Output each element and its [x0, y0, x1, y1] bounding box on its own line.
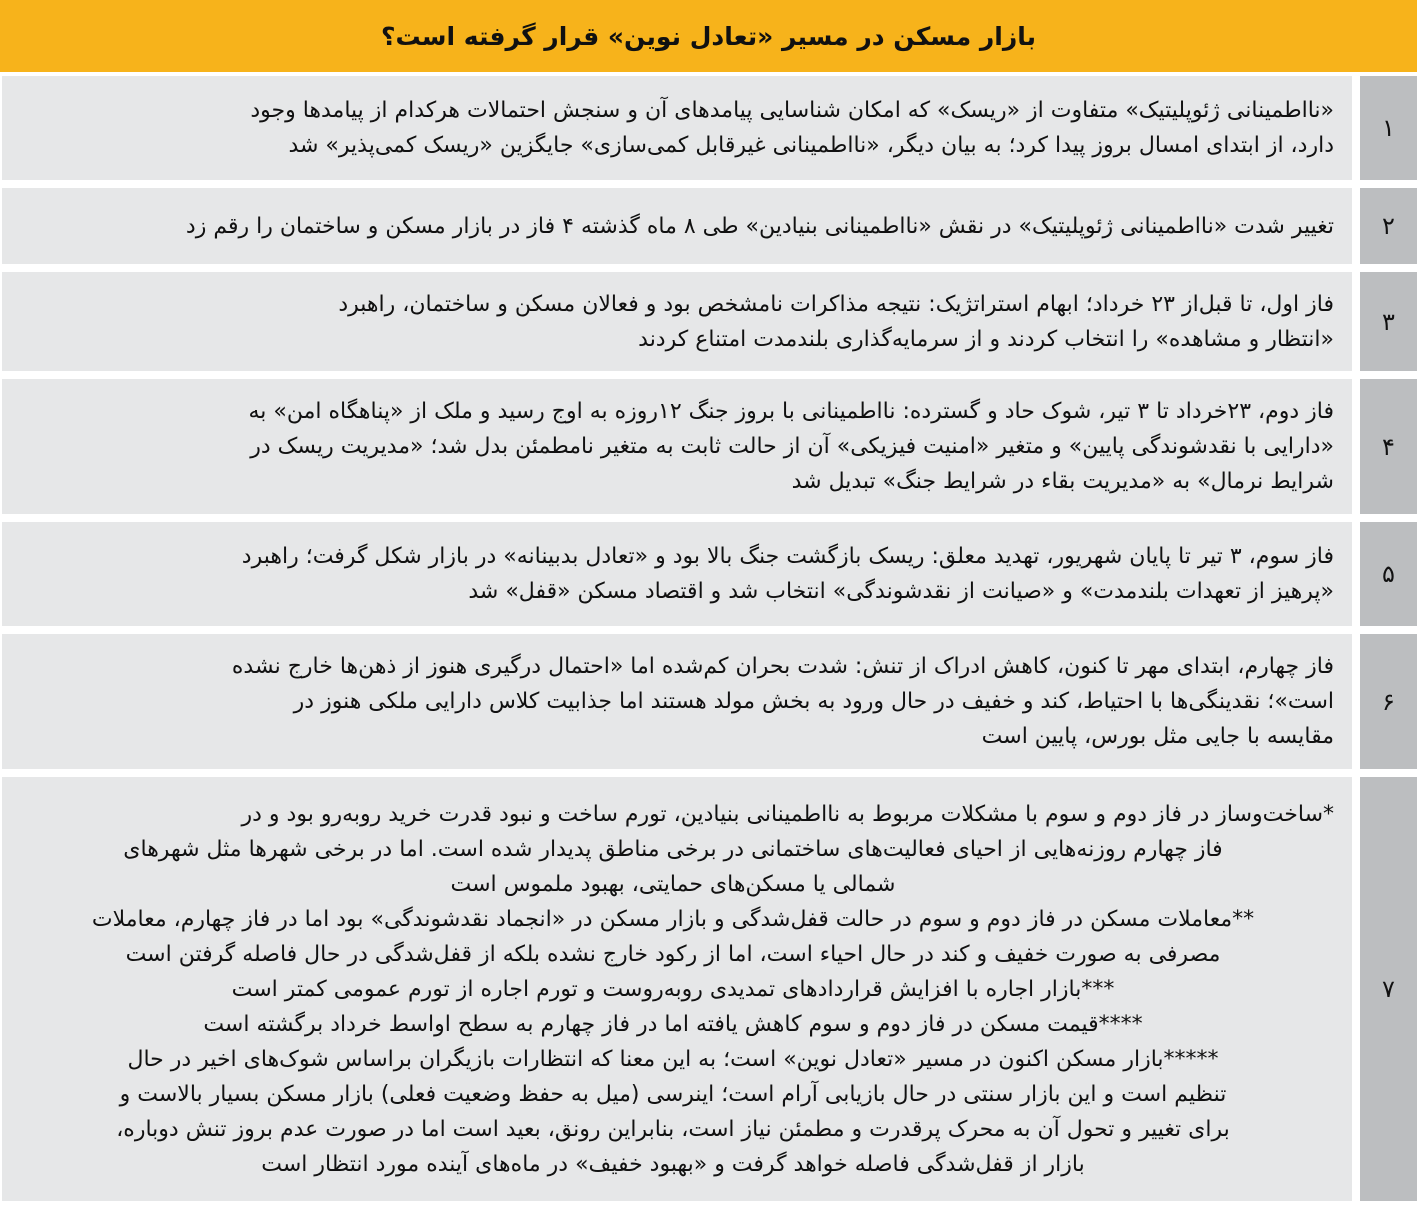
- row-number-cell: ۲: [1360, 188, 1417, 264]
- table-title: بازار مسکن در مسیر «تعادل نوین» قرار گرفته است؟: [0, 0, 1417, 72]
- row-text-line: فاز چهارم روزنه‌هایی از احیای فعالیت‌های ساختمانی در برخی مناطق پدیدار شده است. اما در برخی شهرها مثل شهرهای: [123, 836, 1223, 862]
- row-text-line: فاز سوم، ۳ تیر تا پایان شهریور، تهدید معلق: ریسک بازگشت جنگ بالا بود و «تعادل بدبینانه» در بازار شکل گرفت؛ راهبرد: [241, 544, 1334, 569]
- row-text-cell: [2, 272, 1352, 371]
- row-text-cell: [2, 522, 1352, 626]
- row-number-cell: ۳: [1360, 272, 1417, 371]
- row-text-line: «دارایی با نقدشوندگی پایین» و متغیر «امنیت فیزیکی» آن از حالت ثابت به متغیر نامطمئن بدل شد؛ «مدیریت ریسک در: [250, 434, 1334, 459]
- row-text-line: شمالی یا مسکن‌های حمایتی، بهبود ملموس است: [450, 871, 896, 897]
- row-text-line: مصرفی به صورت خفیف و کند در حال احیاء است، اما از رکود خارج نشده بلکه از قفل‌شدگی در حال فاصله گرفتن است: [125, 941, 1221, 967]
- row-text-line: تنظیم است و این بازار سنتی در حال بازیابی آرام است؛ اینرسی (میل به حفظ وضعیت فعلی) بازار مسکن بسیار بالاست و: [119, 1081, 1227, 1107]
- row-number-cell: ۱: [1360, 76, 1417, 180]
- row-text-line: بازار از قفل‌شدگی فاصله خواهد گرفت و «بهبود خفیف» در ماه‌های آینده مورد انتظار است: [261, 1151, 1085, 1177]
- row-text-line: شرایط نرمال» به «مدیریت بقاء در شرایط جنگ» تبدیل شد: [791, 469, 1334, 494]
- table-row: [0, 375, 1417, 518]
- row-text-cell: [2, 188, 1352, 264]
- row-text-line: است»؛ نقدینگی‌ها با احتیاط، کند و خفیف در حال ورود به بخش مولد هستند اما جذابیت کلاس دارایی ملکی هنوز در: [293, 689, 1334, 714]
- row-text-cell: [2, 379, 1352, 514]
- row-text-line: «پرهیز از تعهدات بلندمدت» و «صیانت از نقدشوندگی» انتخاب شد و اقتصاد مسکن «قفل» شد: [468, 579, 1334, 604]
- table-row: [0, 184, 1417, 268]
- row-text-line: *****بازار مسکن اکنون در مسیر «تعادل نوین» است؛ به این معنا که انتظارات بازیگران براساس شوک‌های اخیر در حال: [127, 1046, 1219, 1072]
- row-text-line: *ساخت‌وساز در فاز دوم و سوم با مشکلات مربوط به نااطمینانی بنیادین، تورم ساخت و نبود قدرت خرید روبه‌رو بود و در: [241, 801, 1334, 827]
- row-text-line: ****قیمت مسکن در فاز دوم و سوم کاهش یافته اما در فاز چهارم به سطح اواسط خرداد برگشته است: [203, 1011, 1143, 1037]
- row-text-line: ***بازار اجاره با افزایش قراردادهای تمدیدی روبه‌روست و تورم اجاره از تورم عمومی کمتر است: [231, 976, 1115, 1002]
- table-row: [0, 630, 1417, 773]
- row-text-cell: [2, 634, 1352, 769]
- table-row: [0, 268, 1417, 375]
- row-text-line: فاز اول، تا قبل‌از ۲۳ خرداد؛ ابهام استراتژیک: نتیجه مذاکرات نامشخص بود و فعالان مسکن و ساختمان، راهبرد: [338, 291, 1334, 317]
- row-text-line: «نااطمینانی ژئوپلیتیک» متفاوت از «ریسک» که امکان شناسایی پیامدهای آن و سنجش احتمالات هرکدام از پیامدها وجود: [250, 98, 1334, 123]
- row-text-line: برای تغییر و تحول آن به محرک پرقدرت و مطمئن نیاز است، بنابراین رونق، بعید است اما در صورت عدم بروز تنش دوباره،: [116, 1116, 1230, 1142]
- row-text-cell: [2, 777, 1352, 1201]
- row-text-line: تغییر شدت «نااطمینانی ژئوپلیتیک» در نقش «نااطمینانی بنیادین» طی ۸ ماه گذشته ۴ فاز در بازار مسکن و ساختمان را رقم زد: [185, 213, 1334, 239]
- row-text-cell: [2, 76, 1352, 180]
- row-number-cell: ۷: [1360, 777, 1417, 1201]
- row-number-cell: ۶: [1360, 634, 1417, 769]
- row-text-line: «انتظار و مشاهده» را انتخاب کردند و از سرمایه‌گذاری بلندمدت امتناع کردند: [638, 326, 1334, 352]
- row-text-line: فاز چهارم، ابتدای مهر تا کنون، کاهش ادراک از تنش: شدت بحران کم‌شده اما «احتمال درگیری هنوز از ذهن‌ها خارج نشده: [231, 654, 1334, 679]
- table-row: [0, 773, 1417, 1205]
- table-row: [0, 518, 1417, 630]
- table-row: [0, 72, 1417, 184]
- row-text-line: فاز دوم، ۲۳خرداد تا ۳ تیر، شوک حاد و گسترده: نااطمینانی با بروز جنگ ۱۲روزه به اوج رسید و ملک از «پناهگاه امن» به: [248, 399, 1334, 424]
- row-number-cell: ۴: [1360, 379, 1417, 514]
- row-text-line: دارد، از ابتدای امسال بروز پیدا کرد؛ به بیان دیگر، «نااطمینانی غیرقابل کمی‌سازی» جایگزین «ریسک کمی‌پذیر» شد: [288, 133, 1334, 158]
- row-text-line: **معاملات مسکن در فاز دوم و سوم در حالت قفل‌شدگی و بازار مسکن در «انجماد نقدشوندگی» بود اما در فاز چهارم، معاملات: [91, 906, 1255, 932]
- row-text-line: مقایسه با جایی مثل بورس، پایین است: [981, 724, 1334, 749]
- row-number-cell: ۵: [1360, 522, 1417, 626]
